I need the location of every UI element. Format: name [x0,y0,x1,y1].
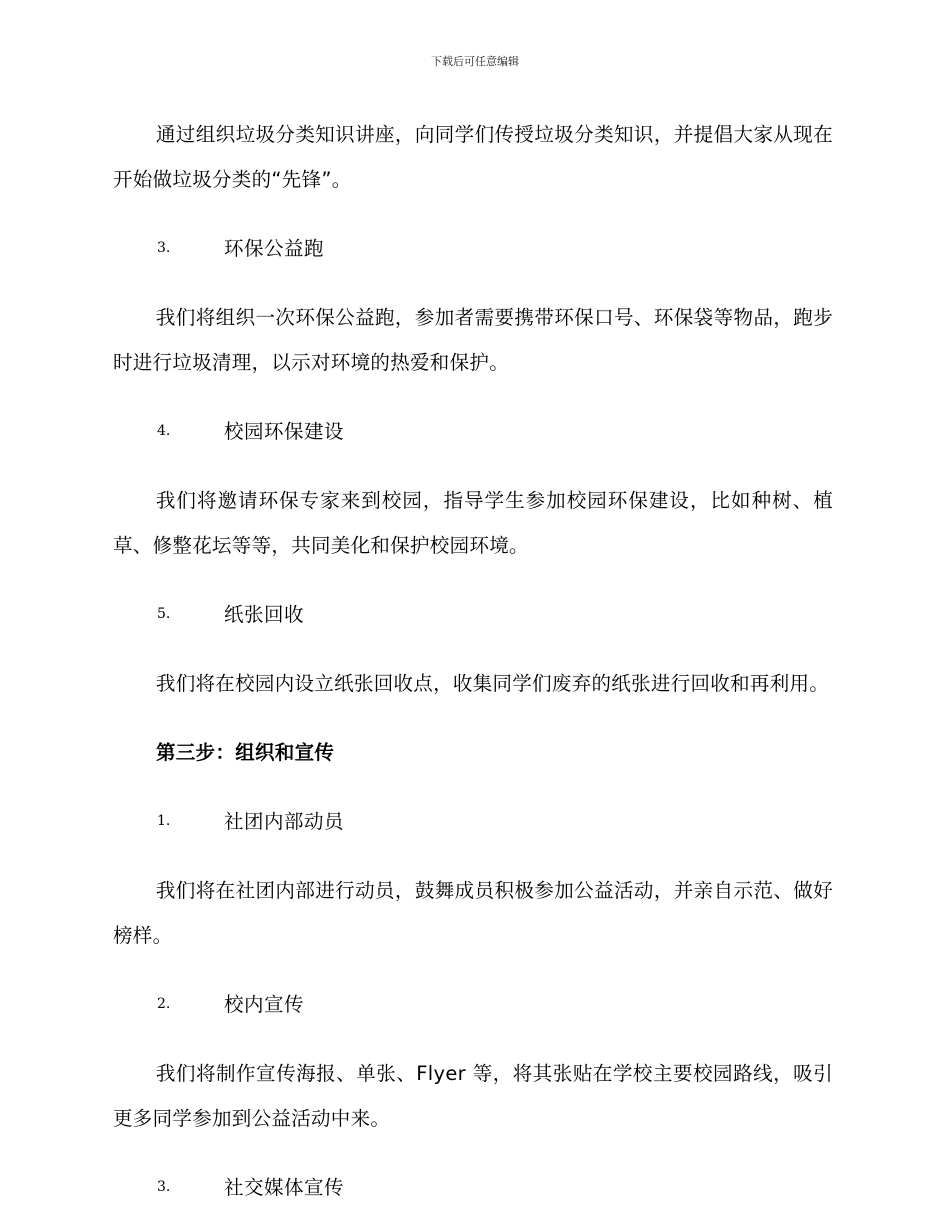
list-item-number: 2. [157,996,171,1012]
list-item-number: 3. [157,1179,171,1195]
list-item-internal-mobilization [113,799,833,844]
spacer [113,1027,833,1051]
spacer [113,637,833,661]
paragraph-campus-construction: 我们将邀请环保专家来到校园，指导学生参加校园环保建设，比如种树、植草、修整花坛等等，共同美化和保护校园环境。 [113,489,833,557]
list-item-title: 纸张回收 [224,603,305,626]
paragraph-paper-recycling: 我们将在校园内设立纸张回收点，收集同学们废弃的纸张进行回收和再利用。 [155,672,830,695]
list-item-title: 环保公益跑 [224,237,325,260]
spacer [113,271,833,295]
spacer [113,775,833,799]
spacer [113,958,833,982]
list-item-number: 4. [157,423,171,439]
paragraph-campus-promotion: 我们将制作宣传海报、单张、Flyer 等，将其张贴在学校主要校园路线，吸引更多同学参加到公益活动中来。 [113,1062,833,1130]
spacer [113,454,833,478]
list-item-number: 1. [157,813,171,829]
list-item-number: 3. [157,240,171,256]
list-item-social-media [113,1165,833,1210]
list-item-campus-promotion [113,982,833,1027]
spacer [113,1141,833,1165]
section-heading-step-three: 第三步：组织和宣传 [156,741,335,764]
spacer [113,706,833,730]
list-item-paper-recycling [113,592,833,637]
spacer [113,385,833,409]
page-header: 下载后可任意编辑 [431,55,519,68]
list-item-number: 5. [157,606,171,622]
paragraph-intro: 通过组织垃圾分类知识讲座，向同学们传授垃圾分类知识，并提倡大家从现在开始做垃圾分类的“先锋”。 [113,123,833,191]
spacer [113,844,833,868]
spacer [113,568,833,592]
list-item-campus-construction [113,409,833,454]
list-item-title: 社团内部动员 [224,810,345,833]
list-item-title: 校园环保建设 [224,420,345,443]
paragraph-environment-run: 我们将组织一次环保公益跑，参加者需要携带环保口号、环保袋等物品，跑步时进行垃圾清理，以示对环境的热爱和保护。 [113,306,833,374]
list-item-environment-run [113,226,833,271]
list-item-title: 社交媒体宣传 [224,1176,345,1199]
paragraph-internal-mobilization: 我们将在社团内部进行动员，鼓舞成员积极参加公益活动，并亲自示范、做好榜样。 [113,879,833,947]
list-item-title: 校内宣传 [224,993,305,1016]
document-body [113,112,833,1210]
spacer [113,202,833,226]
